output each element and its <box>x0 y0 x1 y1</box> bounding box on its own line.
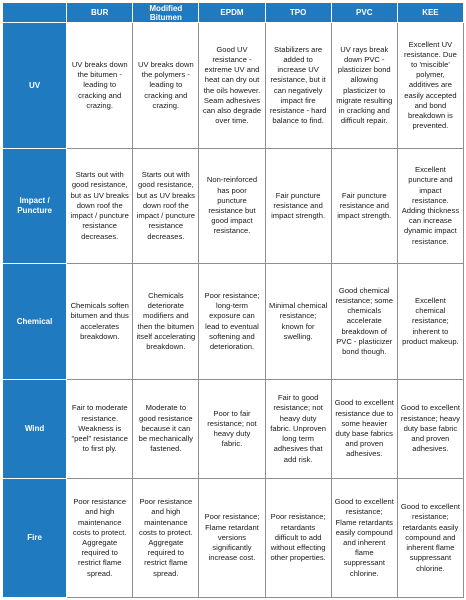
table-row-chemical <box>3 264 464 380</box>
column-header-pvc: PVC <box>331 3 397 23</box>
table-cell: Starts out with good resistance, but as UV breaks down roof the impact / puncture resistance decreases. <box>67 149 133 264</box>
table-cell: Poor resistance; long-term exposure can lead to eventual softening and deterioration. <box>199 264 265 380</box>
table-cell: Poor resistance and high maintenance costs to protect. Aggregate required to restrict flame spread. <box>133 479 199 598</box>
table-cell: Stabilizers are added to increase UV resistance, but it can negatively impact fire resistance - hard balance to find. <box>265 23 331 149</box>
row-header-fire: Fire <box>3 479 67 598</box>
table-cell: Excellent chemical resistance; inherent to product makeup. <box>397 264 463 380</box>
table-cell: Good to excellent resistance; heavy duty base fabric and proven adhesives. <box>397 380 463 479</box>
table-cell: Excellent puncture and impact resistance. Adding thickness can increase dynamic impact resistance. <box>397 149 463 264</box>
table-row-fire <box>3 479 464 598</box>
table-cell: UV breaks down the polymers - leading to cracking and crazing. <box>133 23 199 149</box>
table-cell: Poor to fair resistance; not heavy duty fabric. <box>199 380 265 479</box>
table-cell: Good to excellent resistance due to some heavier duty base fabrics and proven adhesives. <box>331 380 397 479</box>
column-header-bur: BUR <box>67 3 133 23</box>
table-cell: Excellent UV resistance. Due to 'miscible' polymer, additives are easily accepted and bond breakdown is prevented. <box>397 23 463 149</box>
table-row-wind <box>3 380 464 479</box>
table-cell: Poor resistance and high maintenance costs to protect. Aggregate required to restrict flame spread. <box>67 479 133 598</box>
row-header-uv: UV <box>3 23 67 149</box>
table-cell: Moderate to good resistance because it can be mechanically fastened. <box>133 380 199 479</box>
table-cell: Poor resistance; Flame retardant versions significantly increase cost. <box>199 479 265 598</box>
table-cell: Fair to good resistance; not heavy duty fabric. Unproven long term adhesives that add risk. <box>265 380 331 479</box>
table-cell: Non-reinforced has poor puncture resistance but good impact resistance. <box>199 149 265 264</box>
header-row <box>3 3 464 23</box>
column-header-modified-bitumen: Modified Bitumen <box>133 3 199 23</box>
row-header-chemical: Chemical <box>3 264 67 380</box>
row-header-impact-puncture: Impact / Puncture <box>3 149 67 264</box>
table-row-uv <box>3 23 464 149</box>
column-header-kee: KEE <box>397 3 463 23</box>
column-header-epdm: EPDM <box>199 3 265 23</box>
table-cell: Starts out with good resistance, but as UV breaks down roof the impact / puncture resistance decreases. <box>133 149 199 264</box>
table-cell: Chemicals soften bitumen and thus accelerates breakdown. <box>67 264 133 380</box>
table-cell: UV breaks down the bitumen - leading to cracking and crazing. <box>67 23 133 149</box>
table-cell: Good to excellent resistance; Flame retardants easily compound and inherent flame suppressant chlorine. <box>331 479 397 598</box>
roofing-comparison-table <box>2 2 464 598</box>
table-cell: Fair puncture resistance and impact strength. <box>331 149 397 264</box>
comparison-table-container <box>2 2 464 598</box>
table-row-impact-puncture <box>3 149 464 264</box>
table-cell: Good to excellent resistance; retardants easily compound and inherent flame suppressant chlorine. <box>397 479 463 598</box>
table-cell: Minimal chemical resistance; known for swelling. <box>265 264 331 380</box>
table-cell: Good chemical resistance; some chemicals accelerate breakdown of PVC - plasticizer bond though. <box>331 264 397 380</box>
table-cell: Poor resistance; retardants difficult to add without effecting other properties. <box>265 479 331 598</box>
table-cell: Good UV resistance - extreme UV and heat can dry out the oils however. Seam adhesives can also degrade over time. <box>199 23 265 149</box>
table-cell: Fair puncture resistance and impact strength. <box>265 149 331 264</box>
header-corner <box>3 3 67 23</box>
table-cell: Chemicals deteriorate modifiers and then the bitumen itself accelerating breakdown. <box>133 264 199 380</box>
row-header-wind: Wind <box>3 380 67 479</box>
table-cell: UV rays break down PVC - plasticizer bond allowing plasticizer to migrate resulting in cracking and difficult repair. <box>331 23 397 149</box>
column-header-tpo: TPO <box>265 3 331 23</box>
table-cell: Fair to moderate resistance. Weakness is "peel" resistance to first ply. <box>67 380 133 479</box>
